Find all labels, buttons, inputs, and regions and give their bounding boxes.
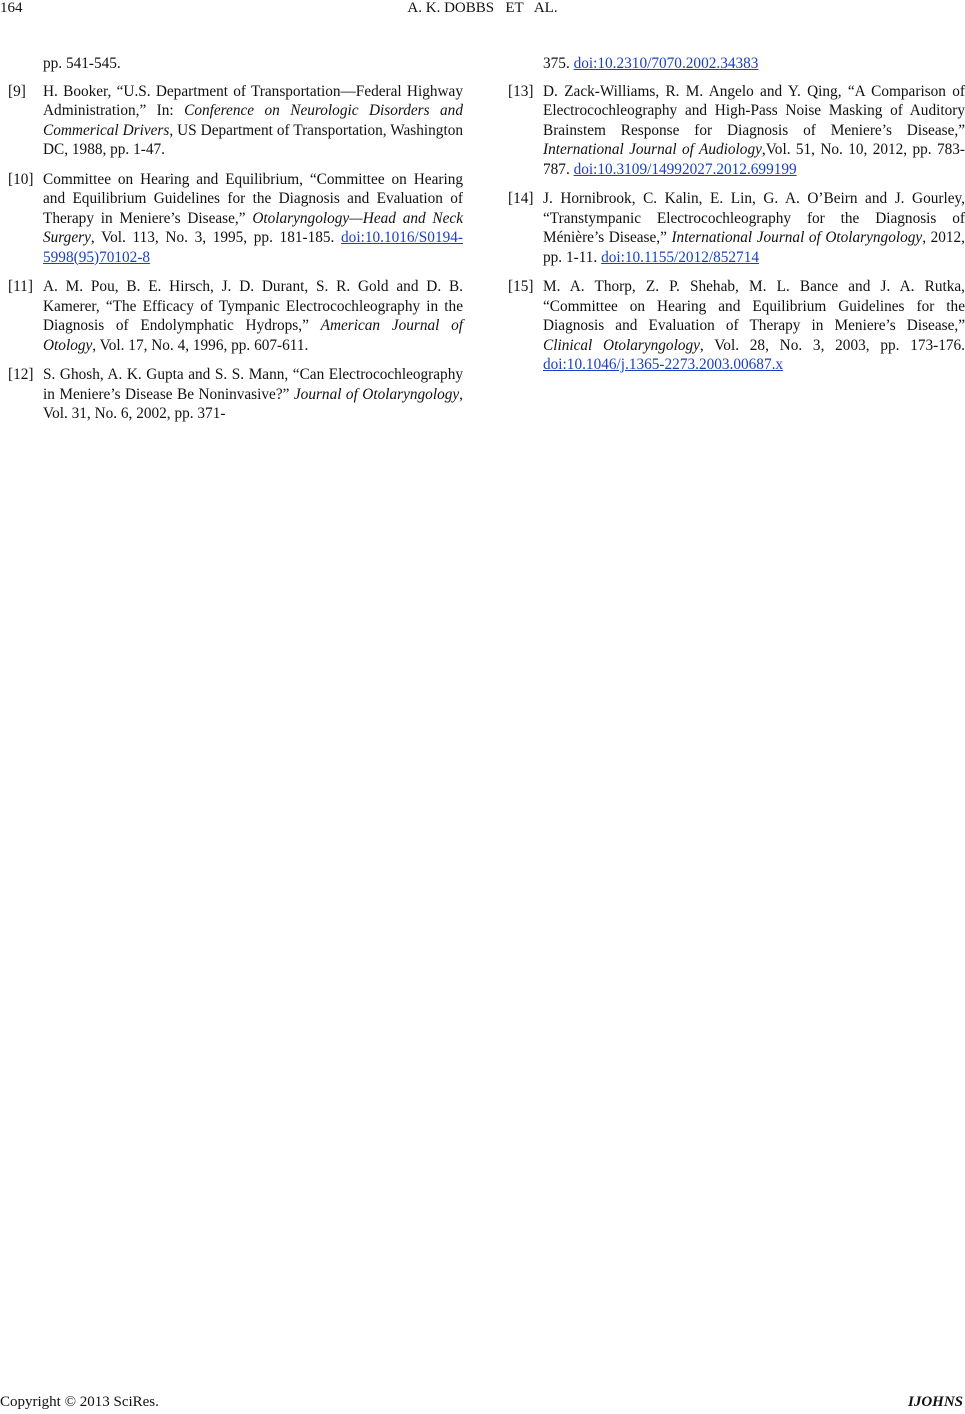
reference-item — [8, 365, 463, 424]
reference-number: [15] — [508, 278, 534, 295]
reference-details: , US Department of Transportation, Washington DC, 1988, pp. 1-47. — [43, 121, 464, 158]
copyright: Copyright © 2013 SciRes. — [0, 1394, 159, 1410]
ref-continuation-text: 375. — [543, 55, 574, 72]
reference-journal: Journal of Otolaryngology — [293, 385, 460, 403]
reference-number: [14] — [508, 190, 534, 207]
reference-item — [8, 82, 463, 160]
reference-item — [508, 82, 965, 180]
reference-journal: American Journal of Otology — [43, 317, 463, 354]
reference-number: [13] — [508, 82, 534, 100]
running-title: A. K. DOBBS ET AL. — [407, 0, 558, 16]
reference-number: [11] — [8, 278, 33, 295]
reference-text: D. Zack-Williams, R. M. Angelo and Y. Qing, “A Comparison of Electrocochleography and High-Pass Noise Masking of Auditory Brainstem Response for Diagnosis of Meniere’s Disease,” — [543, 82, 965, 139]
reference-details: ,Vol. 51, No. 10, 2012, pp. 783-787. — [543, 141, 965, 178]
reference-journal: Clinical Otolaryngology — [543, 336, 700, 354]
reference-item — [8, 170, 463, 268]
reference-number: [10] — [8, 170, 34, 188]
left-ref-list — [8, 82, 463, 424]
reference-journal: International Journal of Audiology — [543, 141, 762, 158]
reference-number: [9] — [8, 82, 26, 100]
doi-link[interactable]: doi:10.2310/7070.2002.34383 — [573, 55, 759, 72]
reference-details: , Vol. 113, No. 3, 1995, pp. 181-185. — [90, 229, 342, 246]
doi-link[interactable]: doi:10.1155/2012/852714 — [601, 248, 760, 266]
journal-abbrev: IJOHNS — [907, 1394, 963, 1410]
reference-journal: International Journal of Otolaryngology — [671, 229, 923, 246]
reference-text: S. Ghosh, A. K. Gupta and S. S. Mann, “Can Electrocochleography in Meniere’s Disease Be Noninvasive?” — [43, 366, 463, 403]
reference-journal: Otolaryngology—Head and Neck Surgery — [43, 209, 463, 246]
doi-link[interactable]: doi:10.1046/j.1365-2273.2003.00687.x — [543, 356, 784, 373]
right-column — [508, 54, 965, 385]
doi-link[interactable]: doi:10.3109/14992027.2012.699199 — [573, 160, 797, 178]
doi-link[interactable]: doi:10.1016/S0194-5998(95)70102-8 — [43, 229, 463, 266]
ref-continuation: pp. 541-545. — [43, 55, 121, 72]
reference-text: H. Booker, “U.S. Department of Transportation—Federal Highway Administration,” In: — [43, 82, 463, 119]
right-ref-list — [508, 82, 965, 375]
reference-text: J. Hornibrook, C. Kalin, E. Lin, G. A. O’Beirn and J. Gourley, “Transtympanic Electrocochleography for the Diagnosis of Ménière’s Disease,” — [543, 190, 965, 246]
ref-continuation — [508, 54, 965, 74]
reference-details: , Vol. 28, No. 3, 2003, pp. 173-176. — [699, 336, 965, 354]
reference-journal: Conference on Neurologic Disorders and Commerical Drivers — [43, 102, 463, 139]
reference-item — [8, 277, 463, 355]
reference-text: M. A. Thorp, Z. P. Shehab, M. L. Bance and J. A. Rutka, “Committee on Hearing and Equilibrium Guidelines for the Diagnosis and Evaluation of Therapy in Meniere’s Disease,” — [543, 278, 965, 334]
reference-details: , Vol. 31, No. 6, 2002, pp. 371- — [43, 385, 463, 422]
reference-text: Committee on Hearing and Equilibrium, “Committee on Hearing and Equilibrium Guidelines for the Diagnosis and Evaluation of Therapy in Meniere’s Disease,” — [43, 170, 463, 227]
reference-text: A. M. Pou, B. E. Hirsch, J. D. Durant, S. R. Gold and D. B. Kamerer, “The Efficacy of Tympanic Electrocochleography in the Diagnosis of Endolymphatic Hydrops,” — [43, 278, 463, 334]
left-column — [8, 54, 463, 434]
reference-item — [508, 277, 965, 375]
page-number: 164 — [0, 0, 23, 16]
reference-details: , Vol. 17, No. 4, 1996, pp. 607-611. — [92, 336, 309, 354]
reference-details: , 2012, pp. 1-11. — [543, 229, 965, 266]
reference-item — [508, 189, 965, 267]
reference-number: [12] — [8, 366, 34, 383]
